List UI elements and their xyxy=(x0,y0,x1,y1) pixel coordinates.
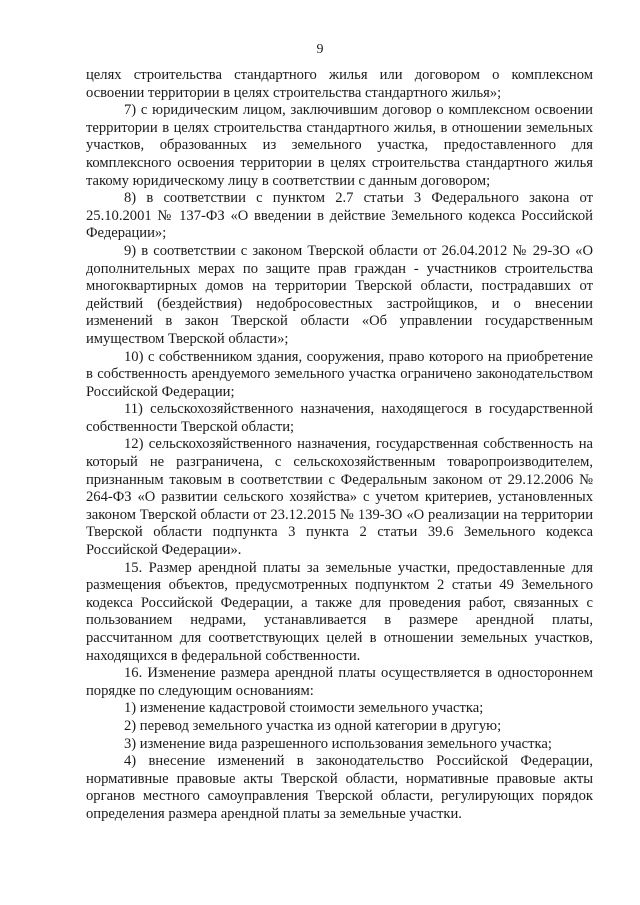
page-number: 9 xyxy=(316,42,324,57)
paragraph-subitem-1: 1) изменение кадастровой стоимости земельного участка; xyxy=(124,700,484,717)
paragraph-subitem-3: 3) изменение вида разрешенного использования земельного участка; xyxy=(124,735,552,752)
paragraph-item-11: 11) сельскохозяйственного назначения, находящегося в государственной собственности Тверской области; xyxy=(86,401,593,435)
paragraph-item-7: 7) с юридическим лицом, заключившим договор о комплексном освоении территории в целях строительства стандартного жилья, в отношении земельных участков, образованных из земельного участка, предоставленного для комплексного освоения территории в целях строительства стандартного жилья такому юридическому лицу в соответствии с данным договором; xyxy=(86,102,593,189)
paragraph-subitem-2: 2) перевод земельного участка из одной категории в другую; xyxy=(124,717,502,734)
paragraph-item-10: 10) с собственником здания, сооружения, право которого на приобретение в собственность арендуемого земельного участка ограничено законодательством Российской Федерации; xyxy=(86,348,593,400)
paragraph-item-9: 9) в соответствии с законом Тверской области от 26.04.2012 № 29-ЗО «О дополнительных мерах по защите прав граждан - участников строительства многоквартирных домов на территории Тверской области, пострадавших от действий (бездействия) недобросовестных застройщиков, и о внесении изменений в закон Тверской области «Об управлении государственным имуществом Тверской области»; xyxy=(86,242,593,347)
paragraph-section-15: 15. Размер арендной платы за земельные участки, предоставленные для размещения объектов, предусмотренных подпунктом 2 статьи 49 Земельного кодекса Российской Федерации, а также для проведения работ, связанных с пользованием недрами, устанавливается в размере арендной платы, рассчитанном для соответствующих целей в отношении земельных участков, находящихся в федеральной собственности. xyxy=(86,559,593,664)
paragraph-item-8: 8) в соответствии с пунктом 2.7 статьи 3 Федерального закона от 25.10.2001 № 137-ФЗ «О введении в действие Земельного кодекса Российской Федерации»; xyxy=(86,190,593,242)
paragraph-section-16: 16. Изменение размера арендной платы осуществляется в одностороннем порядке по следующим основаниям: xyxy=(86,665,593,699)
paragraph-continuation: целях строительства стандартного жилья или договором о комплексном освоении территории в целях строительства стандартного жилья»; xyxy=(86,67,593,101)
document-body xyxy=(86,67,593,824)
paragraph-item-12: 12) сельскохозяйственного назначения, государственная собственность на который не разграничена, с сельскохозяйственным товаропроизводителем, признанным таковым в соответствии с Федеральным законом от 29.12.2006 № 264-ФЗ «О развитии сельского хозяйства» с учетом критериев, установленных законом Тверской области от 23.12.2015 № 139-ЗО «О реализации на территории Тверской области подпункта 3 пункта 2 статьи 39.6 Земельного кодекса Российской Федерации». xyxy=(86,436,593,559)
paragraph-subitem-4: 4) внесение изменений в законодательство Российской Федерации, нормативные правовые акты Тверской области, нормативные правовые акты органов местного самоуправления Тверской области, регулирующих порядок определения размера арендной платы за земельные участки. xyxy=(86,753,593,822)
